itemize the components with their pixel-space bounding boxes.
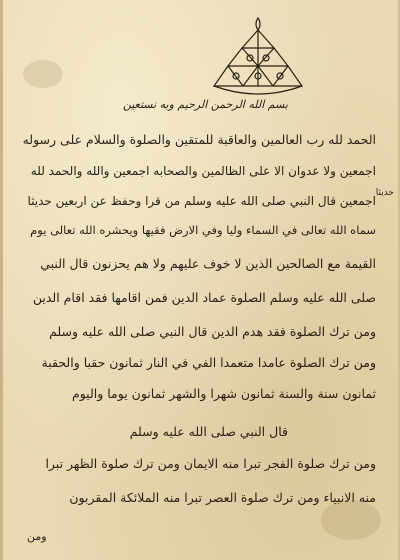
paper-stain — [321, 500, 381, 540]
text-line: منه الانبياء ومن ترك صلوة العصر تبرا منه الملائكة المقربون — [69, 490, 376, 505]
margin-note: حديثا — [375, 188, 394, 198]
text-line: اجمعين قال النبي صلى الله عليه وسلم من قرا وحفظ عن اربعين حديثا — [27, 194, 376, 208]
text-line: ثمانون سنة والسنة ثمانون شهرا والشهر ثمانون يوما واليوم — [71, 386, 376, 401]
manuscript-title: بسم الله الرحمن الرحيم وبه نستعين — [122, 98, 288, 111]
text-line: اجمعين ولا عدوان الا على الظالمين والصحابه اجمعين والله والحمد لله — [30, 164, 376, 178]
text-line: سماه الله تعالى في السماء وليا وفي الارض فقيها ويحشره الله تعالى يوم — [30, 223, 376, 237]
text-line: ومن ترك صلوة الفجر تبرا منه الايمان ومن ترك صلوة الظهر تبرا — [45, 456, 376, 471]
text-line: قال النبي صلى الله عليه وسلم — [129, 424, 288, 439]
ornamental-headpiece — [198, 14, 318, 109]
text-line: القيمة مع الصالحين الذين لا خوف عليهم ولا هم يحزنون قال النبي — [40, 256, 376, 271]
text-line: صلى الله عليه وسلم الصلوة عماد الدين فمن اقامها فقد اقام الدين — [32, 290, 376, 305]
text-line: الحمد لله رب العالمين والعاقبة للمتقين والصلوة والسلام على رسوله — [22, 132, 376, 147]
paper-stain — [23, 60, 63, 88]
text-line: ومن ترك الصلوة فقد هدم الدين قال النبي صلى الله عليه وسلم — [49, 324, 376, 339]
text-line: ومن ترك الصلوة عامدا متعمدا الفي في النار ثمانون حقبا والحقبة — [41, 355, 376, 370]
catchword: ومن — [27, 530, 47, 543]
